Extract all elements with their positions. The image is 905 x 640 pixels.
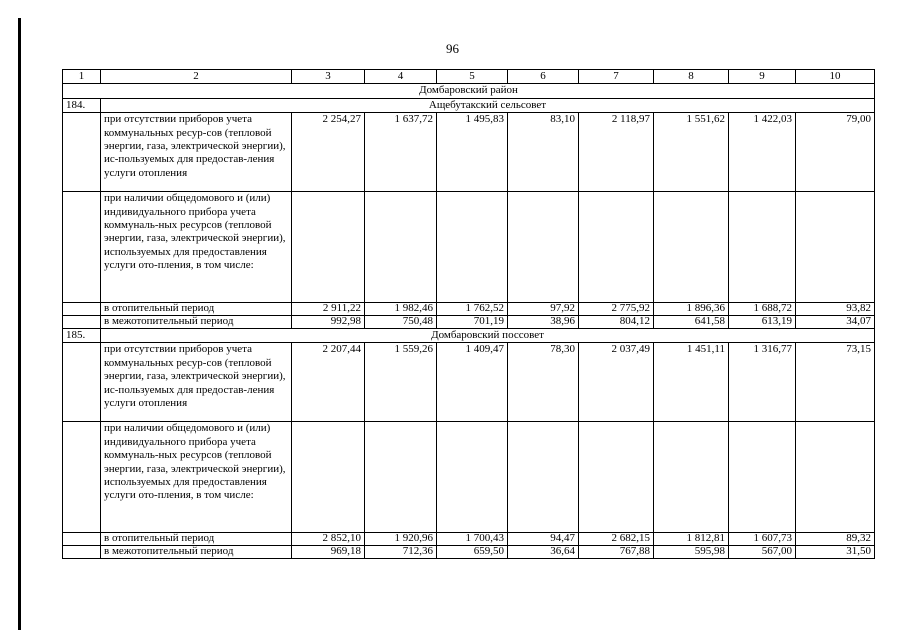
section-number: 184. bbox=[63, 98, 101, 112]
value-cell: 712,36 bbox=[365, 546, 437, 559]
value-cell: 34,07 bbox=[796, 316, 875, 329]
empty-cell bbox=[63, 113, 101, 192]
empty-cell bbox=[365, 422, 437, 533]
empty-cell bbox=[508, 422, 579, 533]
column-number: 10 bbox=[796, 70, 875, 84]
value-cell: 1 700,43 bbox=[437, 533, 508, 546]
empty-cell bbox=[292, 422, 365, 533]
value-cell: 1 451,11 bbox=[654, 343, 729, 422]
column-number: 6 bbox=[508, 70, 579, 84]
value-cell: 79,00 bbox=[796, 113, 875, 192]
value-cell: 1 688,72 bbox=[729, 303, 796, 316]
binding-line bbox=[18, 18, 21, 630]
value-cell: 804,12 bbox=[579, 316, 654, 329]
value-cell: 2 037,49 bbox=[579, 343, 654, 422]
empty-cell bbox=[796, 422, 875, 533]
section-name: Ащебутакский сельсовет bbox=[101, 98, 875, 112]
value-cell: 1 982,46 bbox=[365, 303, 437, 316]
value-cell: 1 409,47 bbox=[437, 343, 508, 422]
value-cell: 94,47 bbox=[508, 533, 579, 546]
empty-cell bbox=[365, 192, 437, 303]
page-number: 96 bbox=[446, 41, 459, 56]
value-cell: 701,19 bbox=[437, 316, 508, 329]
with-meter-row bbox=[63, 192, 875, 303]
value-cell: 36,64 bbox=[508, 546, 579, 559]
empty-cell bbox=[63, 422, 101, 533]
empty-cell bbox=[63, 533, 101, 546]
district-row bbox=[63, 84, 875, 98]
value-cell: 2 911,22 bbox=[292, 303, 365, 316]
value-cell: 97,92 bbox=[508, 303, 579, 316]
value-cell: 1 812,81 bbox=[654, 533, 729, 546]
column-number: 3 bbox=[292, 70, 365, 84]
district-name: Домбаровский район bbox=[63, 84, 875, 98]
value-cell: 2 118,97 bbox=[579, 113, 654, 192]
value-cell: 2 682,15 bbox=[579, 533, 654, 546]
without-meter-row bbox=[63, 343, 875, 422]
section-header-row bbox=[63, 328, 875, 342]
empty-cell bbox=[63, 316, 101, 329]
value-cell: 1 559,26 bbox=[365, 343, 437, 422]
row-description: при отсутствии приборов учета коммунальных ресур-сов (тепловой энергии, газа, электрической энергии), ис-пользуемых для предостав-ления услуги отопления bbox=[101, 113, 292, 192]
value-cell: 38,96 bbox=[508, 316, 579, 329]
empty-cell bbox=[63, 192, 101, 303]
section-number: 185. bbox=[63, 328, 101, 342]
tariff-table bbox=[62, 69, 875, 559]
value-cell: 1 637,72 bbox=[365, 113, 437, 192]
column-number: 8 bbox=[654, 70, 729, 84]
value-cell: 659,50 bbox=[437, 546, 508, 559]
column-number-row bbox=[63, 70, 875, 84]
heating-period-row bbox=[63, 533, 875, 546]
value-cell: 1 316,77 bbox=[729, 343, 796, 422]
value-cell: 1 896,36 bbox=[654, 303, 729, 316]
value-cell: 750,48 bbox=[365, 316, 437, 329]
empty-cell bbox=[63, 546, 101, 559]
empty-cell bbox=[437, 422, 508, 533]
value-cell: 93,82 bbox=[796, 303, 875, 316]
column-number: 9 bbox=[729, 70, 796, 84]
row-label: в межотопительный период bbox=[101, 546, 292, 559]
empty-cell bbox=[654, 192, 729, 303]
empty-cell bbox=[63, 303, 101, 316]
section-header-row bbox=[63, 98, 875, 112]
value-cell: 31,50 bbox=[796, 546, 875, 559]
value-cell: 1 920,96 bbox=[365, 533, 437, 546]
with-meter-row bbox=[63, 422, 875, 533]
row-description: при отсутствии приборов учета коммунальных ресур-сов (тепловой энергии, газа, электрической энергии), ис-пользуемых для предостав-ления услуги отопления bbox=[101, 343, 292, 422]
value-cell: 641,58 bbox=[654, 316, 729, 329]
row-description: при наличии общедомового и (или) индивидуального прибора учета коммуналь-ных ресурсов (тепловой энергии, газа, электрической энергии), используемых для предоставления услуги ото-пления, в том числе: bbox=[101, 192, 292, 303]
empty-cell bbox=[579, 422, 654, 533]
value-cell: 73,15 bbox=[796, 343, 875, 422]
value-cell: 78,30 bbox=[508, 343, 579, 422]
value-cell: 567,00 bbox=[729, 546, 796, 559]
value-cell: 969,18 bbox=[292, 546, 365, 559]
value-cell: 613,19 bbox=[729, 316, 796, 329]
value-cell: 1 551,62 bbox=[654, 113, 729, 192]
column-number: 2 bbox=[101, 70, 292, 84]
value-cell: 89,32 bbox=[796, 533, 875, 546]
column-number: 5 bbox=[437, 70, 508, 84]
value-cell: 595,98 bbox=[654, 546, 729, 559]
row-label: в отопительный период bbox=[101, 303, 292, 316]
interheating-period-row bbox=[63, 316, 875, 329]
row-label: в отопительный период bbox=[101, 533, 292, 546]
value-cell: 2 207,44 bbox=[292, 343, 365, 422]
value-cell: 992,98 bbox=[292, 316, 365, 329]
without-meter-row bbox=[63, 113, 875, 192]
value-cell: 1 495,83 bbox=[437, 113, 508, 192]
value-cell: 767,88 bbox=[579, 546, 654, 559]
row-label: в межотопительный период bbox=[101, 316, 292, 329]
empty-cell bbox=[437, 192, 508, 303]
interheating-period-row bbox=[63, 546, 875, 559]
empty-cell bbox=[292, 192, 365, 303]
empty-cell bbox=[654, 422, 729, 533]
empty-cell bbox=[729, 422, 796, 533]
value-cell: 1 762,52 bbox=[437, 303, 508, 316]
section-name: Домбаровский поссовет bbox=[101, 328, 875, 342]
empty-cell bbox=[63, 343, 101, 422]
empty-cell bbox=[729, 192, 796, 303]
row-description: при наличии общедомового и (или) индивидуального прибора учета коммуналь-ных ресурсов (тепловой энергии, газа, электрической энергии), используемых для предоставления услуги ото-пления, в том числе: bbox=[101, 422, 292, 533]
empty-cell bbox=[508, 192, 579, 303]
empty-cell bbox=[796, 192, 875, 303]
column-number: 7 bbox=[579, 70, 654, 84]
value-cell: 1 422,03 bbox=[729, 113, 796, 192]
column-number: 1 bbox=[63, 70, 101, 84]
value-cell: 2 852,10 bbox=[292, 533, 365, 546]
value-cell: 83,10 bbox=[508, 113, 579, 192]
value-cell: 2 775,92 bbox=[579, 303, 654, 316]
value-cell: 2 254,27 bbox=[292, 113, 365, 192]
value-cell: 1 607,73 bbox=[729, 533, 796, 546]
heating-period-row bbox=[63, 303, 875, 316]
empty-cell bbox=[579, 192, 654, 303]
column-number: 4 bbox=[365, 70, 437, 84]
